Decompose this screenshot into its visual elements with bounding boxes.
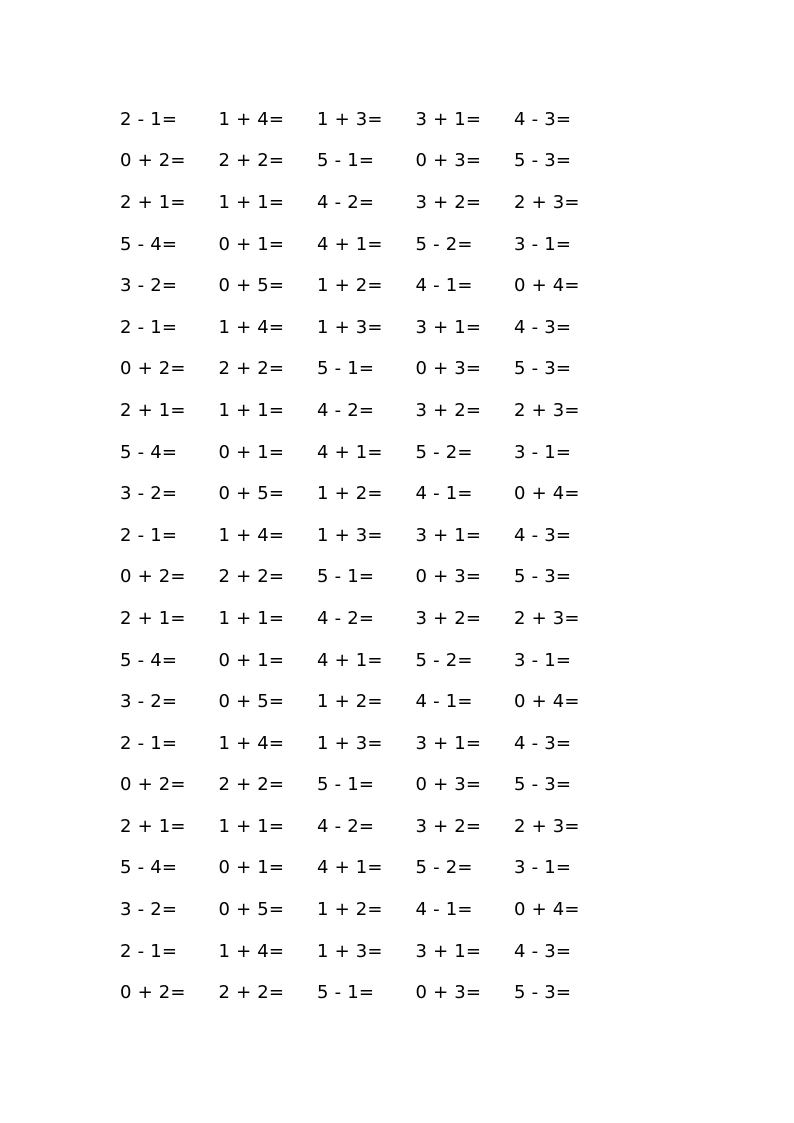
math-problem: 1 + 4= <box>218 108 285 130</box>
math-problem: 4 - 2= <box>317 191 375 213</box>
math-problem: 5 - 1= <box>317 566 375 588</box>
math-problem: 3 - 2= <box>120 899 178 921</box>
math-problem: 3 + 1= <box>415 316 482 338</box>
problem-row <box>120 349 620 391</box>
math-problem: 3 - 2= <box>120 483 178 505</box>
problem-row <box>120 307 620 349</box>
math-problem: 5 - 1= <box>317 774 375 796</box>
math-problem: 3 + 2= <box>415 815 482 837</box>
math-problem: 2 + 2= <box>218 150 285 172</box>
math-problem: 5 - 2= <box>415 233 473 255</box>
math-problem: 0 + 3= <box>415 774 482 796</box>
math-problem: 5 - 1= <box>317 150 375 172</box>
math-problem: 2 - 1= <box>120 732 178 754</box>
math-problem: 4 - 2= <box>317 399 375 421</box>
arithmetic-worksheet <box>120 99 620 1014</box>
math-problem: 4 + 1= <box>317 857 383 879</box>
math-problem: 2 + 3= <box>514 815 580 837</box>
math-problem: 4 - 3= <box>514 940 572 962</box>
math-problem: 2 + 2= <box>218 982 285 1004</box>
math-problem: 0 + 1= <box>218 649 285 671</box>
math-problem: 4 - 1= <box>415 691 473 713</box>
math-problem: 2 + 1= <box>120 191 186 213</box>
problem-row <box>120 723 620 765</box>
problem-row <box>120 224 620 266</box>
math-problem: 0 + 2= <box>120 358 186 380</box>
math-problem: 2 + 2= <box>218 566 285 588</box>
problem-row <box>120 141 620 183</box>
math-problem: 1 + 4= <box>218 524 285 546</box>
problem-row <box>120 598 620 640</box>
math-problem: 3 + 1= <box>415 732 482 754</box>
math-problem: 3 - 1= <box>514 649 572 671</box>
math-problem: 0 + 1= <box>218 441 285 463</box>
math-problem: 5 - 4= <box>120 649 178 671</box>
math-problem: 1 + 3= <box>317 732 383 754</box>
math-problem: 4 - 3= <box>514 108 572 130</box>
math-problem: 3 + 1= <box>415 940 482 962</box>
math-problem: 5 - 2= <box>415 649 473 671</box>
math-problem: 1 + 3= <box>317 524 383 546</box>
math-problem: 2 + 1= <box>120 399 186 421</box>
math-problem: 5 - 4= <box>120 441 178 463</box>
math-problem: 0 + 5= <box>218 899 285 921</box>
math-problem: 5 - 3= <box>514 774 572 796</box>
math-problem: 4 - 3= <box>514 524 572 546</box>
math-problem: 4 + 1= <box>317 441 383 463</box>
math-problem: 2 - 1= <box>120 940 178 962</box>
math-problem: 3 - 2= <box>120 275 178 297</box>
math-problem: 3 + 1= <box>415 108 482 130</box>
math-problem: 0 + 3= <box>415 150 482 172</box>
math-problem: 0 + 2= <box>120 982 186 1004</box>
math-problem: 2 + 3= <box>514 607 580 629</box>
problem-row <box>120 681 620 723</box>
math-problem: 0 + 5= <box>218 483 285 505</box>
math-problem: 4 - 1= <box>415 899 473 921</box>
math-problem: 2 + 1= <box>120 815 186 837</box>
math-problem: 3 - 1= <box>514 233 572 255</box>
math-problem: 1 + 4= <box>218 732 285 754</box>
problem-row <box>120 265 620 307</box>
math-problem: 2 + 2= <box>218 358 285 380</box>
math-problem: 0 + 4= <box>514 899 580 921</box>
math-problem: 2 - 1= <box>120 108 178 130</box>
math-problem: 5 - 4= <box>120 233 178 255</box>
math-problem: 2 + 1= <box>120 607 186 629</box>
math-problem: 5 - 3= <box>514 566 572 588</box>
problem-row <box>120 931 620 973</box>
math-problem: 2 - 1= <box>120 524 178 546</box>
math-problem: 1 + 4= <box>218 940 285 962</box>
math-problem: 5 - 2= <box>415 441 473 463</box>
problem-row <box>120 972 620 1014</box>
math-problem: 1 + 3= <box>317 316 383 338</box>
math-problem: 2 - 1= <box>120 316 178 338</box>
math-problem: 1 + 3= <box>317 940 383 962</box>
problem-row <box>120 806 620 848</box>
math-problem: 3 - 2= <box>120 691 178 713</box>
math-problem: 2 + 3= <box>514 399 580 421</box>
math-problem: 1 + 1= <box>218 607 285 629</box>
math-problem: 5 - 3= <box>514 150 572 172</box>
math-problem: 5 - 3= <box>514 982 572 1004</box>
math-problem: 4 - 2= <box>317 815 375 837</box>
problem-row <box>120 889 620 931</box>
math-problem: 1 + 2= <box>317 483 383 505</box>
math-problem: 0 + 2= <box>120 150 186 172</box>
problem-row <box>120 432 620 474</box>
math-problem: 4 - 3= <box>514 732 572 754</box>
math-problem: 5 - 2= <box>415 857 473 879</box>
math-problem: 3 + 1= <box>415 524 482 546</box>
math-problem: 0 + 4= <box>514 275 580 297</box>
math-problem: 1 + 4= <box>218 316 285 338</box>
math-problem: 5 - 1= <box>317 982 375 1004</box>
math-problem: 4 + 1= <box>317 649 383 671</box>
math-problem: 0 + 4= <box>514 691 580 713</box>
problem-row <box>120 515 620 557</box>
problem-row <box>120 848 620 890</box>
math-problem: 1 + 2= <box>317 691 383 713</box>
math-problem: 1 + 2= <box>317 275 383 297</box>
math-problem: 1 + 1= <box>218 191 285 213</box>
math-problem: 0 + 2= <box>120 566 186 588</box>
math-problem: 0 + 3= <box>415 982 482 1004</box>
problem-row <box>120 182 620 224</box>
math-problem: 2 + 2= <box>218 774 285 796</box>
math-problem: 0 + 5= <box>218 691 285 713</box>
math-problem: 3 + 2= <box>415 607 482 629</box>
math-problem: 4 - 2= <box>317 607 375 629</box>
math-problem: 5 - 4= <box>120 857 178 879</box>
math-problem: 4 + 1= <box>317 233 383 255</box>
math-problem: 3 + 2= <box>415 399 482 421</box>
problem-row <box>120 557 620 599</box>
math-problem: 2 + 3= <box>514 191 580 213</box>
math-problem: 4 - 1= <box>415 275 473 297</box>
math-problem: 0 + 1= <box>218 857 285 879</box>
math-problem: 0 + 2= <box>120 774 186 796</box>
math-problem: 0 + 1= <box>218 233 285 255</box>
math-problem: 3 - 1= <box>514 857 572 879</box>
math-problem: 0 + 4= <box>514 483 580 505</box>
math-problem: 4 - 1= <box>415 483 473 505</box>
problem-row <box>120 390 620 432</box>
math-problem: 0 + 3= <box>415 358 482 380</box>
math-problem: 0 + 3= <box>415 566 482 588</box>
math-problem: 5 - 3= <box>514 358 572 380</box>
problem-row <box>120 99 620 141</box>
math-problem: 5 - 1= <box>317 358 375 380</box>
problem-row <box>120 765 620 807</box>
math-problem: 0 + 5= <box>218 275 285 297</box>
math-problem: 1 + 1= <box>218 399 285 421</box>
problem-row <box>120 640 620 682</box>
math-problem: 1 + 1= <box>218 815 285 837</box>
math-problem: 3 + 2= <box>415 191 482 213</box>
math-problem: 1 + 2= <box>317 899 383 921</box>
math-problem: 1 + 3= <box>317 108 383 130</box>
problem-row <box>120 473 620 515</box>
math-problem: 3 - 1= <box>514 441 572 463</box>
math-problem: 4 - 3= <box>514 316 572 338</box>
